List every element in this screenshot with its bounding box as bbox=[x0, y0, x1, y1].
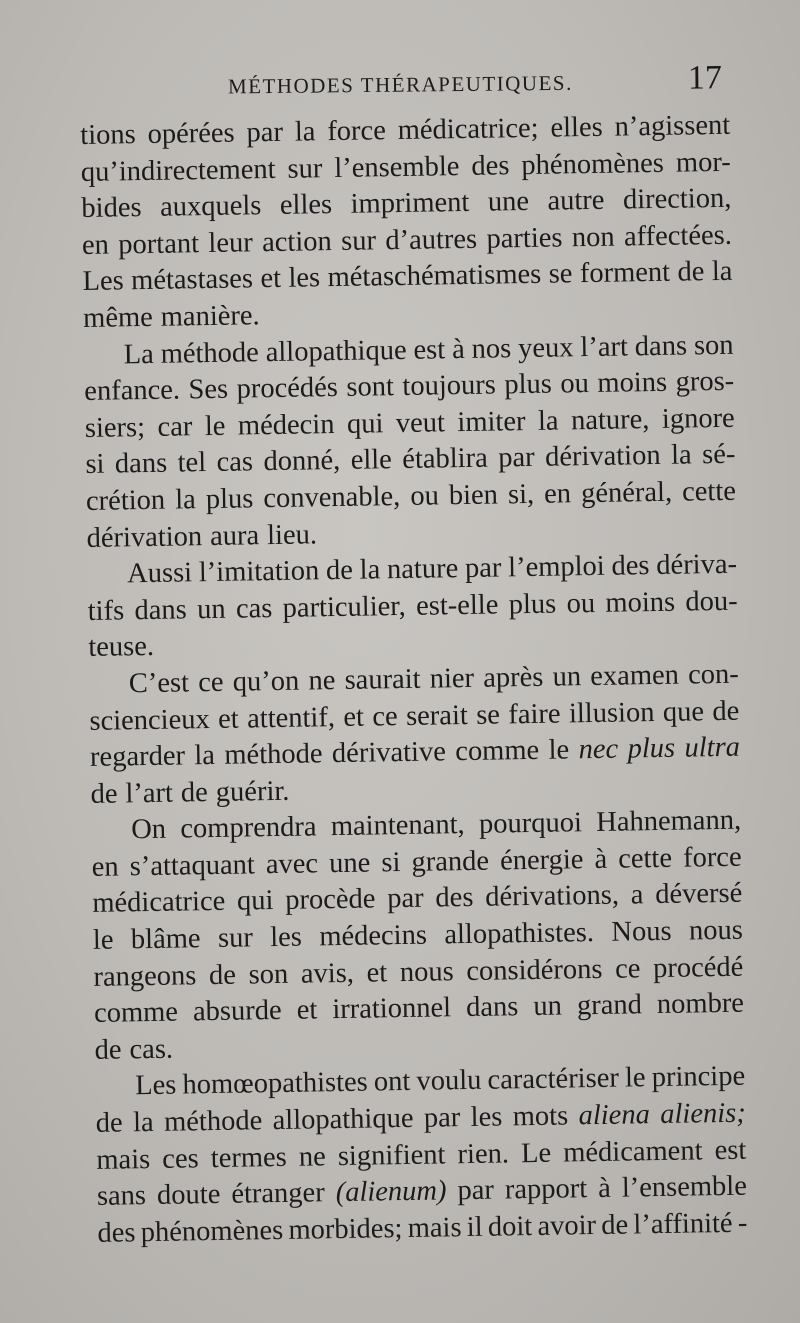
text-line: siers; car le médecin qui veut imiter la nature, ignore bbox=[84, 402, 735, 444]
text-line: en portant leur action sur d’autres parties non affectées. bbox=[81, 219, 733, 261]
text-line: crétion la plus convenable, ou bien si, en général, cette bbox=[85, 475, 737, 517]
text-line: sciencieux et attentif, et ce serait se faire illusion que de bbox=[89, 695, 740, 737]
text-line: mais ces termes ne signifient rien. Le médicament est bbox=[96, 1134, 747, 1176]
text-line: On comprendra maintenant, pourquoi Hahnemann, bbox=[130, 804, 742, 846]
text-line: comme absurde et irrationnel dans un grand nombre bbox=[93, 987, 745, 1030]
text-line: le blâme sur les médecins allopathistes. Nous nous bbox=[92, 914, 744, 956]
text-line: regarder la méthode dérivative comme le nec plus ultra bbox=[89, 731, 741, 774]
text-line: si dans tel cas donné, elle établira par dérivation la sé- bbox=[85, 439, 736, 481]
text-line: en s’attaquant avec une si grande énergie à cette force bbox=[91, 841, 742, 883]
text-line: qu’indirectement sur l’ensemble des phénomènes mor- bbox=[80, 146, 731, 188]
text-line: médicatrice qui procède par des dérivations, a déversé bbox=[92, 878, 743, 920]
text-line: de l’art de guérir. bbox=[90, 775, 290, 810]
text-line: tions opérées par la force médicatrice; elles n’agissent bbox=[80, 109, 731, 151]
text-line: teuse. bbox=[88, 631, 155, 664]
text-line: Aussi l’imitation de la nature par l’emploi des dériva- bbox=[126, 548, 738, 590]
running-head bbox=[78, 59, 726, 106]
text-line: bides auxquels elles impriment une autre direction, bbox=[81, 182, 732, 225]
text-line: sans doute étranger (alienum) par rapport à l’ensemble bbox=[96, 1170, 748, 1213]
text-line: C’est ce qu’on ne saurait nier après un examen con- bbox=[128, 658, 739, 700]
text-line: Les métastases et les métaschématismes se forment de la bbox=[82, 256, 733, 298]
text-line: de la méthode allopathique par les mots aliena alienis; bbox=[95, 1097, 746, 1139]
text-line: même manière. bbox=[82, 300, 260, 334]
text-line: La méthode allopathique est à nos yeux l’art dans son bbox=[123, 329, 734, 370]
body-text bbox=[80, 108, 748, 1252]
page-number: 17 bbox=[687, 59, 723, 97]
text-line: tifs dans un cas particulier, est-elle plus ou moins dou- bbox=[87, 585, 738, 627]
text-line: dérivation aura lieu. bbox=[86, 518, 318, 554]
text-line: de cas. bbox=[94, 1033, 174, 1066]
text-line: rangeons de son avis, et nous considérons ce procédé bbox=[93, 951, 744, 993]
text-line: Les homœopathistes ont voulu caractériser le principe bbox=[134, 1061, 746, 1102]
text-line: des phénomènes morbides; mais il doit avoir de l’affinité - bbox=[97, 1207, 748, 1249]
running-head-title: MÉTHODES THÉRAPEUTIQUES. bbox=[227, 70, 573, 99]
text-line: enfance. Ses procédés sont toujours plus ou moins gros- bbox=[84, 365, 735, 408]
